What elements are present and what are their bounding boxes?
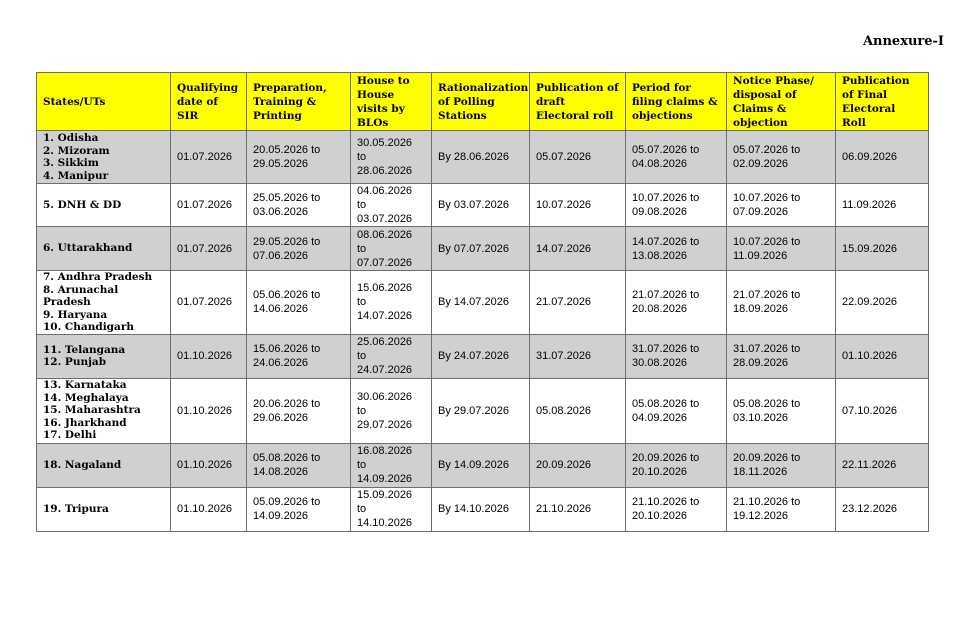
annexure-label: Annexure-I xyxy=(862,34,944,49)
house-visits-cell xyxy=(351,487,432,531)
notice-phase-cell xyxy=(727,334,836,378)
preparation-cell-line: 07.06.2026 xyxy=(253,249,309,262)
states-cell xyxy=(37,487,171,531)
notice-phase-cell xyxy=(727,131,836,184)
column-header-notice-phase: Notice Phase/ disposal of Claims & objection xyxy=(727,73,836,131)
preparation-cell-line: 29.05.2026 xyxy=(253,158,309,170)
states-cell-line: 17. Delhi xyxy=(43,429,97,442)
notice-phase-cell-line: 21.10.2026 to xyxy=(733,496,801,508)
states-cell-line: 16. Jharkhand xyxy=(43,416,127,429)
rationalization-cell: By 14.10.2026 xyxy=(432,487,530,531)
preparation-cell-line: 20.06.2026 to xyxy=(253,397,321,410)
house-visits-cell-line: 25.06.2026 xyxy=(357,336,413,348)
house-visits-cell-line: 14.07.2026 xyxy=(357,310,413,323)
header-row xyxy=(37,73,929,131)
notice-phase-cell xyxy=(727,487,836,531)
qualifying-date-cell: 01.07.2026 xyxy=(171,131,247,184)
preparation-cell xyxy=(247,378,351,443)
column-header-claims-period: Period for filing claims & objections xyxy=(626,73,727,131)
sir-schedule-table xyxy=(36,72,929,532)
notice-phase-cell xyxy=(727,271,836,335)
final-publication-cell: 15.09.2026 xyxy=(836,227,929,271)
column-header-final-publication: Publication of Final Electoral Roll xyxy=(836,73,929,131)
draft-publication-cell: 21.10.2026 xyxy=(530,487,626,531)
column-header-rationalization: Rationalization of Polling Stations xyxy=(432,73,530,131)
claims-period-cell-line: 05.07.2026 to xyxy=(632,144,700,156)
house-visits-cell-line: 29.07.2026 xyxy=(357,418,413,431)
house-visits-cell xyxy=(351,184,432,227)
states-cell xyxy=(37,131,171,184)
preparation-cell-line: 05.09.2026 to xyxy=(253,496,321,508)
column-header-house-visits: House to House visits by BLOs xyxy=(351,73,432,131)
table-row xyxy=(37,184,929,227)
claims-period-cell-line: 09.08.2026 xyxy=(632,206,688,218)
preparation-cell-line: 05.08.2026 to xyxy=(253,452,321,464)
preparation-cell-line: 29.06.2026 xyxy=(253,411,309,424)
notice-phase-cell-line: 18.09.2026 xyxy=(733,303,789,316)
claims-period-cell-line: 30.08.2026 xyxy=(632,357,688,369)
qualifying-date-cell: 01.07.2026 xyxy=(171,227,247,271)
house-visits-cell-line: to xyxy=(357,151,367,163)
table-row xyxy=(37,131,929,184)
states-cell-line: 5. DNH & DD xyxy=(43,198,122,211)
preparation-cell-line: 24.06.2026 xyxy=(253,357,309,369)
qualifying-date-cell: 01.10.2026 xyxy=(171,443,247,487)
claims-period-cell xyxy=(626,378,727,443)
final-publication-cell: 22.09.2026 xyxy=(836,271,929,335)
final-publication-cell: 06.09.2026 xyxy=(836,131,929,184)
states-cell xyxy=(37,378,171,443)
house-visits-cell-line: 03.07.2026 xyxy=(357,213,413,225)
house-visits-cell-line: 16.08.2026 xyxy=(357,445,413,457)
table-row xyxy=(37,378,929,443)
claims-period-cell xyxy=(626,334,727,378)
states-cell-line: 1. Odisha xyxy=(43,132,99,144)
preparation-cell-line: 25.05.2026 to xyxy=(253,192,321,204)
preparation-cell xyxy=(247,131,351,184)
claims-period-cell xyxy=(626,131,727,184)
house-visits-cell-line: 24.07.2026 xyxy=(357,364,413,376)
qualifying-date-cell: 01.07.2026 xyxy=(171,271,247,335)
rationalization-cell: By 07.07.2026 xyxy=(432,227,530,271)
preparation-cell-line: 15.06.2026 to xyxy=(253,343,321,355)
final-publication-cell: 23.12.2026 xyxy=(836,487,929,531)
house-visits-cell-line: to xyxy=(357,459,367,471)
states-cell-line: 13. Karnataka xyxy=(43,379,127,392)
preparation-cell-line: 14.06.2026 xyxy=(253,303,309,316)
notice-phase-cell-line: 18.11.2026 xyxy=(733,466,788,478)
table-row xyxy=(37,443,929,487)
states-cell-line: 2. Mizoram xyxy=(43,144,110,157)
table-row xyxy=(37,227,929,271)
column-header-draft-publication: Publication of draft Electoral roll xyxy=(530,73,626,131)
house-visits-cell-line: 08.06.2026 xyxy=(357,228,413,241)
house-visits-cell-line: 15.09.2026 xyxy=(357,489,413,501)
final-publication-cell: 11.09.2026 xyxy=(836,184,929,227)
preparation-cell xyxy=(247,271,351,335)
notice-phase-cell-line: 07.09.2026 xyxy=(733,206,789,218)
claims-period-cell xyxy=(626,271,727,335)
notice-phase-cell-line: 10.07.2026 to xyxy=(733,192,801,204)
rationalization-cell: By 29.07.2026 xyxy=(432,378,530,443)
claims-period-cell-line: 20.10.2026 xyxy=(632,466,688,478)
qualifying-date-cell: 01.07.2026 xyxy=(171,184,247,227)
claims-period-cell-line: 13.08.2026 xyxy=(632,249,688,262)
notice-phase-cell-line: 20.09.2026 to xyxy=(733,452,801,464)
house-visits-cell-line: to xyxy=(357,242,367,255)
house-visits-cell-line: 30.05.2026 xyxy=(357,137,413,149)
claims-period-cell-line: 21.07.2026 to xyxy=(632,289,700,302)
house-visits-cell-line: 07.07.2026 xyxy=(357,256,413,269)
draft-publication-cell: 21.07.2026 xyxy=(530,271,626,335)
notice-phase-cell-line: 21.07.2026 to xyxy=(733,289,801,302)
states-cell-line: 3. Sikkim xyxy=(43,157,99,169)
notice-phase-cell-line: 02.09.2026 xyxy=(733,158,789,170)
states-cell-line: 7. Andhra Pradesh xyxy=(43,271,153,283)
preparation-cell-line: 29.05.2026 to xyxy=(253,235,321,248)
states-cell-line: 8. Arunachal Pradesh xyxy=(43,283,119,308)
states-cell-line: 15. Maharashtra xyxy=(43,404,141,417)
states-cell xyxy=(37,271,171,335)
preparation-cell xyxy=(247,487,351,531)
house-visits-cell-line: 28.06.2026 xyxy=(357,165,413,177)
claims-period-cell-line: 10.07.2026 to xyxy=(632,192,700,204)
draft-publication-cell: 05.07.2026 xyxy=(530,131,626,184)
preparation-cell-line: 03.06.2026 xyxy=(253,206,309,218)
states-cell-line: 11. Telangana xyxy=(43,343,126,356)
states-cell xyxy=(37,227,171,271)
claims-period-cell-line: 20.08.2026 xyxy=(632,303,688,316)
states-cell-line: 9. Haryana xyxy=(43,308,108,321)
notice-phase-cell xyxy=(727,227,836,271)
claims-period-cell-line: 20.10.2026 xyxy=(632,510,688,522)
draft-publication-cell: 31.07.2026 xyxy=(530,334,626,378)
qualifying-date-cell: 01.10.2026 xyxy=(171,378,247,443)
draft-publication-cell: 14.07.2026 xyxy=(530,227,626,271)
final-publication-cell: 22.11.2026 xyxy=(836,443,929,487)
final-publication-cell: 07.10.2026 xyxy=(836,378,929,443)
house-visits-cell xyxy=(351,271,432,335)
column-header-qualifying-date: Qualifying date of SIR xyxy=(171,73,247,131)
preparation-cell xyxy=(247,443,351,487)
column-header-preparation: Preparation, Training & Printing xyxy=(247,73,351,131)
claims-period-cell xyxy=(626,443,727,487)
house-visits-cell xyxy=(351,443,432,487)
preparation-cell-line: 14.08.2026 xyxy=(253,466,309,478)
claims-period-cell xyxy=(626,227,727,271)
table-row xyxy=(37,487,929,531)
states-cell-line: 6. Uttarakhand xyxy=(43,242,133,255)
notice-phase-cell-line: 05.07.2026 to xyxy=(733,144,801,156)
house-visits-cell xyxy=(351,334,432,378)
notice-phase-cell-line: 10.07.2026 to xyxy=(733,235,801,248)
house-visits-cell xyxy=(351,378,432,443)
states-cell xyxy=(37,443,171,487)
preparation-cell-line: 05.06.2026 to xyxy=(253,289,321,302)
claims-period-cell-line: 20.09.2026 to xyxy=(632,452,700,464)
table-body xyxy=(37,131,929,532)
table-row xyxy=(37,334,929,378)
house-visits-cell-line: to xyxy=(357,199,367,211)
states-cell-line: 4. Manipur xyxy=(43,169,109,182)
preparation-cell xyxy=(247,227,351,271)
house-visits-cell-line: to xyxy=(357,296,367,309)
draft-publication-cell: 20.09.2026 xyxy=(530,443,626,487)
claims-period-cell-line: 04.09.2026 xyxy=(632,411,688,424)
rationalization-cell: By 24.07.2026 xyxy=(432,334,530,378)
preparation-cell-line: 20.05.2026 to xyxy=(253,144,321,156)
states-cell-line: 10. Chandigarh xyxy=(43,321,134,333)
notice-phase-cell-line: 03.10.2026 xyxy=(733,411,789,424)
states-cell-line: 12. Punjab xyxy=(43,356,107,368)
notice-phase-cell xyxy=(727,443,836,487)
column-header-states: States/UTs xyxy=(37,73,171,131)
states-cell-line: 18. Nagaland xyxy=(43,458,122,471)
rationalization-cell: By 03.07.2026 xyxy=(432,184,530,227)
final-publication-cell: 01.10.2026 xyxy=(836,334,929,378)
house-visits-cell xyxy=(351,131,432,184)
table-row xyxy=(37,271,929,335)
states-cell xyxy=(37,184,171,227)
preparation-cell xyxy=(247,334,351,378)
house-visits-cell-line: 04.06.2026 xyxy=(357,185,413,197)
notice-phase-cell-line: 19.12.2026 xyxy=(733,510,789,522)
draft-publication-cell: 10.07.2026 xyxy=(530,184,626,227)
notice-phase-cell-line: 28.09.2026 xyxy=(733,357,789,369)
claims-period-cell-line: 31.07.2026 to xyxy=(632,343,700,355)
house-visits-cell-line: 14.09.2026 xyxy=(357,473,413,485)
notice-phase-cell-line: 05.08.2026 to xyxy=(733,397,801,410)
claims-period-cell-line: 14.07.2026 to xyxy=(632,235,700,248)
qualifying-date-cell: 01.10.2026 xyxy=(171,487,247,531)
house-visits-cell-line: to xyxy=(357,350,367,362)
house-visits-cell-line: 30.06.2026 xyxy=(357,390,413,403)
preparation-cell xyxy=(247,184,351,227)
rationalization-cell: By 14.07.2026 xyxy=(432,271,530,335)
states-cell-line: 14. Meghalaya xyxy=(43,391,129,404)
house-visits-cell xyxy=(351,227,432,271)
rationalization-cell: By 14.09.2026 xyxy=(432,443,530,487)
preparation-cell-line: 14.09.2026 xyxy=(253,510,309,522)
notice-phase-cell-line: 11.09.2026 xyxy=(733,249,788,262)
claims-period-cell xyxy=(626,487,727,531)
claims-period-cell-line: 04.08.2026 xyxy=(632,158,688,170)
house-visits-cell-line: to xyxy=(357,404,367,417)
states-cell xyxy=(37,334,171,378)
states-cell-line: 19. Tripura xyxy=(43,502,109,515)
notice-phase-cell xyxy=(727,378,836,443)
house-visits-cell-line: 14.10.2026 xyxy=(357,517,413,529)
notice-phase-cell-line: 31.07.2026 to xyxy=(733,343,801,355)
rationalization-cell: By 28.06.2026 xyxy=(432,131,530,184)
house-visits-cell-line: 15.06.2026 xyxy=(357,282,413,295)
qualifying-date-cell: 01.10.2026 xyxy=(171,334,247,378)
draft-publication-cell: 05.08.2026 xyxy=(530,378,626,443)
claims-period-cell xyxy=(626,184,727,227)
notice-phase-cell xyxy=(727,184,836,227)
claims-period-cell-line: 05.08.2026 to xyxy=(632,397,700,410)
house-visits-cell-line: to xyxy=(357,503,367,515)
claims-period-cell-line: 21.10.2026 to xyxy=(632,496,700,508)
